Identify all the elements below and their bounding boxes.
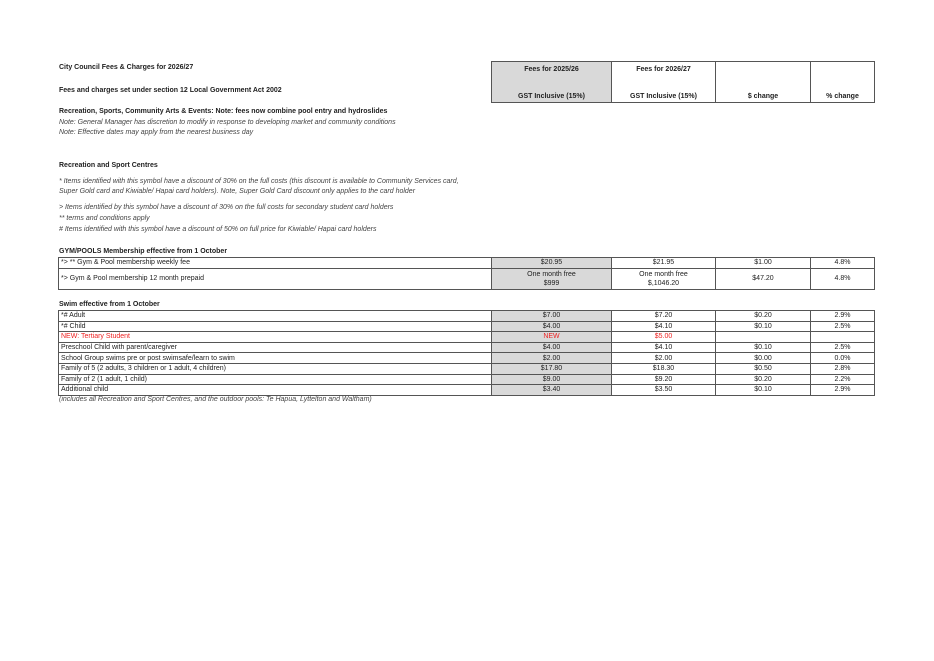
table-row bbox=[59, 321, 875, 332]
table-row bbox=[59, 332, 875, 343]
fee-prev: NEW bbox=[492, 332, 612, 343]
fee-new: $21.95 bbox=[612, 258, 716, 269]
symbol-note: # Items identified with this symbol have a discount of 50% on full price for Kiwiable/ Hapai card holders bbox=[59, 226, 377, 233]
fee-new: $3.50 bbox=[612, 385, 716, 396]
note: Note: General Manager has discretion to modify in response to developing market and community conditions bbox=[59, 119, 396, 126]
fee-prev: $20.95 bbox=[492, 258, 612, 269]
pct-change: 4.8% bbox=[811, 268, 875, 289]
row-label: Family of 5 (2 adults, 3 children or 1 adult, 4 children) bbox=[59, 363, 492, 374]
fee-new: $9.20 bbox=[612, 374, 716, 385]
fee-new: $7.20 bbox=[612, 311, 716, 322]
header-dollar-change: $ change bbox=[716, 62, 811, 103]
fee-new: $5.00 bbox=[612, 332, 716, 343]
row-label: *# Child bbox=[59, 321, 492, 332]
fee-new: $2.00 bbox=[612, 353, 716, 364]
dollar-change: $0.20 bbox=[716, 311, 811, 322]
fee-prev: $4.00 bbox=[492, 321, 612, 332]
table-row bbox=[59, 342, 875, 353]
fee-new: $4.10 bbox=[612, 321, 716, 332]
gym-heading: GYM/POOLS Membership effective from 1 October bbox=[59, 248, 228, 255]
dollar-change bbox=[716, 332, 811, 343]
pct-change: 0.0% bbox=[811, 353, 875, 364]
table-row bbox=[59, 258, 875, 269]
table-row bbox=[59, 385, 875, 396]
note: Note: Effective dates may apply from the nearest business day bbox=[59, 129, 254, 136]
header-fees-prev: Fees for 2025/26 GST Inclusive (15%) bbox=[492, 62, 612, 103]
document-title: City Council Fees & Charges for 2026/27 bbox=[59, 64, 194, 71]
pct-change: 4.8% bbox=[811, 258, 875, 269]
dollar-change: $0.50 bbox=[716, 363, 811, 374]
row-label: Additional child bbox=[59, 385, 492, 396]
header-pct-change: % change bbox=[811, 62, 875, 103]
dollar-change: $0.10 bbox=[716, 385, 811, 396]
pct-change: 2.2% bbox=[811, 374, 875, 385]
fee-prev: $17.80 bbox=[492, 363, 612, 374]
table-row bbox=[59, 353, 875, 364]
centres-heading: Recreation and Sport Centres bbox=[59, 162, 158, 169]
column-header-table bbox=[491, 61, 875, 103]
fee-prev: $9.00 bbox=[492, 374, 612, 385]
row-label: *> ** Gym & Pool membership weekly fee bbox=[59, 258, 492, 269]
symbol-note: > Items identified by this symbol have a discount of 30% on the full costs for secondary student card holders bbox=[59, 204, 394, 211]
swim-table bbox=[58, 310, 875, 396]
fee-prev: One month free $999 bbox=[492, 268, 612, 289]
swim-footnote: (includes all Recreation and Sport Centres, and the outdoor pools: Te Hapua, Lyttelton and Waltham) bbox=[59, 396, 372, 403]
dollar-change: $0.00 bbox=[716, 353, 811, 364]
fee-new: $4.10 bbox=[612, 342, 716, 353]
row-label: School Group swims pre or post swimsafe/learn to swim bbox=[59, 353, 492, 364]
pct-change: 2.5% bbox=[811, 342, 875, 353]
row-label: Preschool Child with parent/caregiver bbox=[59, 342, 492, 353]
table-row bbox=[59, 374, 875, 385]
fee-prev: $7.00 bbox=[492, 311, 612, 322]
fee-prev: $2.00 bbox=[492, 353, 612, 364]
pct-change: 2.8% bbox=[811, 363, 875, 374]
fee-new: $18.30 bbox=[612, 363, 716, 374]
row-label: *# Adult bbox=[59, 311, 492, 322]
symbol-note: ** terms and conditions apply bbox=[59, 215, 150, 222]
symbol-note: * Items identified with this symbol have a discount of 30% on the full costs (this discount is available to Community Services card, bbox=[59, 178, 459, 185]
swim-heading: Swim effective from 1 October bbox=[59, 301, 160, 308]
fee-prev: $3.40 bbox=[492, 385, 612, 396]
symbol-note: Super Gold card and Kiwiable/ Hapai card holders). Note, Super Gold Card discount only applies to the card holder bbox=[59, 188, 416, 195]
pct-change bbox=[811, 332, 875, 343]
row-label: NEW: Tertiary Student bbox=[59, 332, 492, 343]
row-label: Family of 2 (1 adult, 1 child) bbox=[59, 374, 492, 385]
dollar-change: $0.10 bbox=[716, 321, 811, 332]
table-row bbox=[59, 311, 875, 322]
pct-change: 2.9% bbox=[811, 311, 875, 322]
table-row bbox=[59, 363, 875, 374]
row-label: *> Gym & Pool membership 12 month prepaid bbox=[59, 268, 492, 289]
dollar-change: $0.20 bbox=[716, 374, 811, 385]
section-heading: Recreation, Sports, Community Arts & Events: Note: fees now combine pool entry and hydroslides bbox=[59, 108, 388, 115]
dollar-change: $0.10 bbox=[716, 342, 811, 353]
document-subtitle: Fees and charges set under section 12 Local Government Act 2002 bbox=[59, 87, 282, 94]
pct-change: 2.9% bbox=[811, 385, 875, 396]
dollar-change: $47.20 bbox=[716, 268, 811, 289]
fee-prev: $4.00 bbox=[492, 342, 612, 353]
table-row bbox=[59, 268, 875, 289]
gym-table bbox=[58, 257, 875, 290]
pct-change: 2.5% bbox=[811, 321, 875, 332]
header-fees-new: Fees for 2026/27 GST Inclusive (15%) bbox=[612, 62, 716, 103]
dollar-change: $1.00 bbox=[716, 258, 811, 269]
fee-new: One month free $,1046.20 bbox=[612, 268, 716, 289]
